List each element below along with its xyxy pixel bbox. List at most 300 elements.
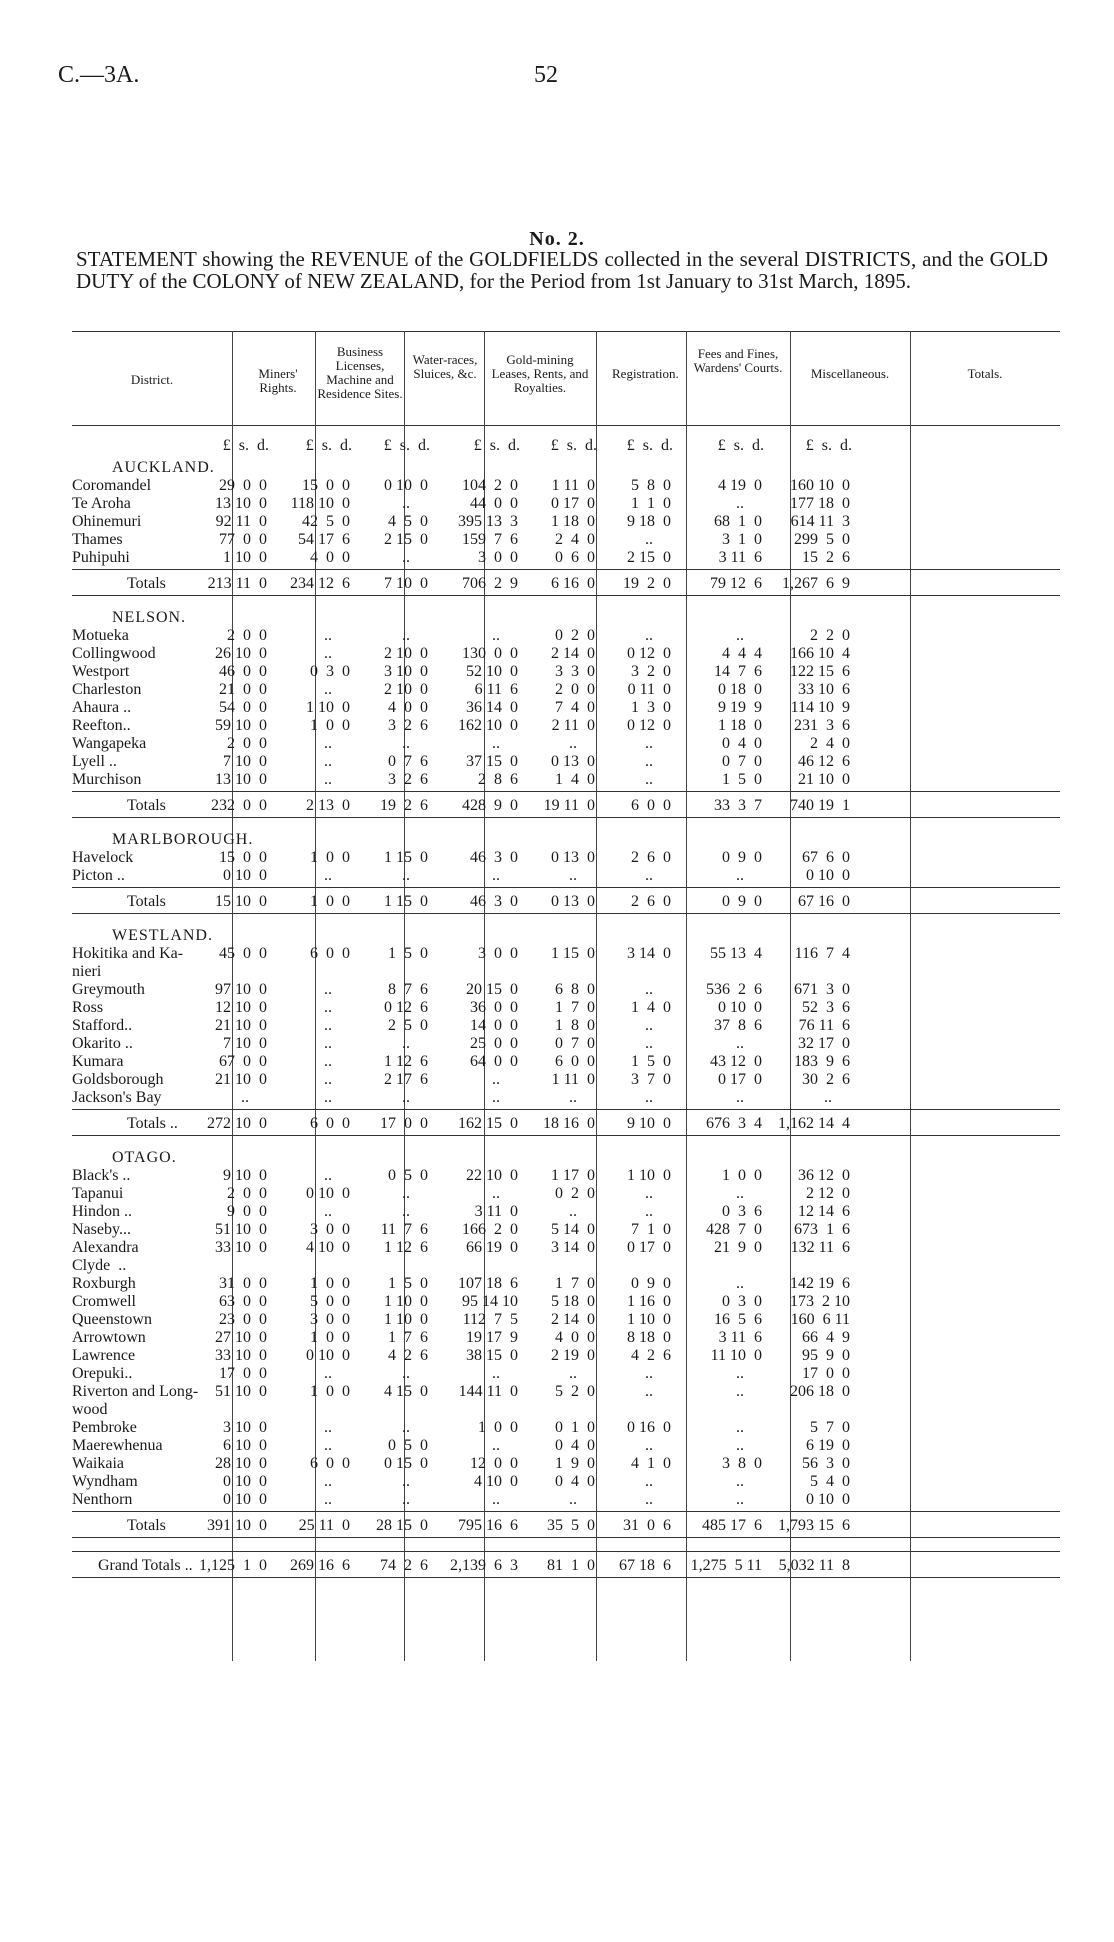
cell-value: 4 19 0 <box>718 477 762 494</box>
table-row <box>72 531 1060 549</box>
cell-value: .. <box>324 753 332 770</box>
cell-value: 51 10 0 <box>215 1221 267 1238</box>
cell-value: 20 15 0 <box>466 981 518 998</box>
cell-value: 17 0 0 <box>380 1115 428 1132</box>
district-name: Jackson's Bay <box>72 1089 162 1106</box>
table-row <box>72 1455 1060 1473</box>
cell-value: 3 0 0 <box>310 1221 350 1238</box>
cell-value: 1 5 0 <box>388 945 428 962</box>
cell-value: 0 10 0 <box>306 1347 350 1364</box>
cell-value: 6 8 0 <box>555 981 595 998</box>
district-name: Kumara <box>72 1053 124 1070</box>
totals-rule <box>72 887 1060 888</box>
cell-value: 42 5 0 <box>302 513 350 530</box>
totals-rule <box>72 1551 1060 1552</box>
cell-value: 15 0 0 <box>302 477 350 494</box>
cell-value: 0 15 0 <box>384 1455 428 1472</box>
unit-label: £ s. d. <box>473 437 520 454</box>
cell-value: 79 12 6 <box>710 575 762 592</box>
cell-value: .. <box>492 1491 500 1508</box>
table-row <box>72 963 1060 981</box>
totals-rule <box>72 1511 1060 1512</box>
cell-value: 46 12 6 <box>798 753 850 770</box>
cell-value: 1,162 14 4 <box>778 1115 850 1132</box>
table-row <box>72 1473 1060 1491</box>
cell-value: 1 0 0 <box>310 1329 350 1346</box>
cell-value: 22 10 0 <box>466 1167 518 1184</box>
cell-value: 3 11 6 <box>718 549 762 566</box>
cell-value: 0 9 0 <box>722 849 762 866</box>
cell-value: .. <box>324 981 332 998</box>
cell-value: 391 10 0 <box>207 1517 267 1534</box>
district-name: Black's .. <box>72 1167 131 1184</box>
cell-value: 67 18 6 <box>619 1557 671 1574</box>
cell-value: 66 19 0 <box>466 1239 518 1256</box>
district-name: Stafford.. <box>72 1017 133 1034</box>
cell-value: 14 0 0 <box>470 1017 518 1034</box>
cell-value: 6 11 6 <box>474 681 518 698</box>
cell-value: 162 15 0 <box>458 1115 518 1132</box>
table-row <box>72 1239 1060 1257</box>
cell-value: 1,275 5 11 <box>690 1557 762 1574</box>
cell-value: .. <box>736 1185 744 1202</box>
cell-value: 21 10 0 <box>215 1017 267 1034</box>
cell-value: 21 10 0 <box>798 771 850 788</box>
table-row <box>72 1257 1060 1275</box>
cell-value: .. <box>324 627 332 644</box>
cell-value: 122 15 6 <box>790 663 850 680</box>
cell-value: .. <box>736 867 744 884</box>
cell-value: 12 0 0 <box>470 1455 518 1472</box>
cell-value: 18 16 0 <box>543 1115 595 1132</box>
cell-value: 2 2 0 <box>810 627 850 644</box>
cell-value: 7 10 0 <box>223 753 267 770</box>
district-name: Te Aroha <box>72 495 131 512</box>
cell-value: .. <box>736 1365 744 1382</box>
cell-value: 9 10 0 <box>223 1167 267 1184</box>
totals-rule <box>72 913 1060 914</box>
district-name: Nenthorn <box>72 1491 133 1508</box>
cell-value: 0 2 0 <box>555 627 595 644</box>
cell-value: .. <box>492 1089 500 1106</box>
cell-value: 1 18 0 <box>551 513 595 530</box>
cell-value: .. <box>324 1437 332 1454</box>
table-row <box>72 1203 1060 1221</box>
cell-value: 23 0 0 <box>219 1311 267 1328</box>
totals-row <box>72 1557 1060 1575</box>
totals-rule <box>72 569 1060 570</box>
table-row <box>72 477 1060 495</box>
table-row <box>72 1347 1060 1365</box>
cell-value: 1 11 0 <box>551 1071 595 1088</box>
header-rule <box>72 425 1060 426</box>
cell-value: 1 15 0 <box>551 945 595 962</box>
cell-value: 6 16 0 <box>551 575 595 592</box>
cell-value: .. <box>402 1035 410 1052</box>
cell-value: .. <box>736 495 744 512</box>
cell-value: 0 5 0 <box>388 1167 428 1184</box>
cell-value: 2 14 0 <box>551 1311 595 1328</box>
cell-value: .. <box>324 1053 332 1070</box>
cell-value: 159 7 6 <box>462 531 518 548</box>
totals-rule <box>72 1577 1060 1578</box>
cell-value: 231 3 6 <box>794 717 850 734</box>
totals-row <box>72 893 1060 911</box>
cell-value: 7 10 0 <box>384 575 428 592</box>
cell-value: 0 3 0 <box>722 1293 762 1310</box>
cell-value: 299 5 0 <box>794 531 850 548</box>
cell-value: 21 10 0 <box>215 1071 267 1088</box>
cell-value: 4 15 0 <box>384 1383 428 1400</box>
cell-value: .. <box>324 1365 332 1382</box>
cell-value: 95 14 10 <box>462 1293 518 1310</box>
cell-value: 2 10 0 <box>384 645 428 662</box>
cell-value: 74 2 6 <box>380 1557 428 1574</box>
cell-value: 33 10 0 <box>215 1239 267 1256</box>
cell-value: 54 17 6 <box>298 531 350 548</box>
cell-value: 8 18 0 <box>627 1329 671 1346</box>
cell-value: 1 8 0 <box>555 1017 595 1034</box>
district-name: Riverton and Long- <box>72 1383 199 1400</box>
district-name: Grand Totals .. <box>98 1557 193 1574</box>
cell-value: .. <box>324 1035 332 1052</box>
cell-value: .. <box>402 1185 410 1202</box>
cell-value: 52 10 0 <box>466 663 518 680</box>
cell-value: 13 10 0 <box>215 495 267 512</box>
table-row <box>72 1167 1060 1185</box>
cell-value: 0 7 0 <box>555 1035 595 1052</box>
cell-value: 3 3 0 <box>555 663 595 680</box>
district-name: Wangapeka <box>72 735 147 752</box>
cell-value: .. <box>402 1473 410 1490</box>
district-name: Arrowtown <box>72 1329 146 1346</box>
totals-rule <box>72 595 1060 596</box>
cell-value: 0 10 0 <box>718 999 762 1016</box>
cell-value: .. <box>492 1365 500 1382</box>
cell-value: 183 9 6 <box>794 1053 850 1070</box>
cell-value: 67 16 0 <box>798 893 850 910</box>
cell-value: 0 2 0 <box>555 1185 595 1202</box>
cell-value: 3 0 0 <box>310 1311 350 1328</box>
table-row <box>72 1365 1060 1383</box>
table-row <box>72 1401 1060 1419</box>
cell-value: 55 13 4 <box>710 945 762 962</box>
totals-row <box>72 1517 1060 1535</box>
cell-value: 21 9 0 <box>714 1239 762 1256</box>
cell-value: 7 1 0 <box>631 1221 671 1238</box>
cell-value: 0 5 0 <box>388 1437 428 1454</box>
table-row <box>72 717 1060 735</box>
cell-value: 25 0 0 <box>470 1035 518 1052</box>
cell-value: .. <box>324 681 332 698</box>
district-name: Motueka <box>72 627 129 644</box>
cell-value: 3 14 0 <box>551 1239 595 1256</box>
table-row <box>72 735 1060 753</box>
totals-rule <box>72 1537 1060 1538</box>
cell-value: 142 19 6 <box>790 1275 850 1292</box>
cell-value: 15 10 0 <box>215 893 267 910</box>
cell-value: 3 10 0 <box>223 1419 267 1436</box>
cell-value: 6 19 0 <box>806 1437 850 1454</box>
cell-value: .. <box>402 1491 410 1508</box>
top-rule <box>72 331 1060 332</box>
cell-value: 1 4 0 <box>555 771 595 788</box>
cell-value: 3 0 0 <box>478 549 518 566</box>
totals-rule <box>72 817 1060 818</box>
cell-value: 0 10 0 <box>806 1491 850 1508</box>
district-name: Hokitika and Ka- <box>72 945 184 962</box>
cell-value: 67 0 0 <box>219 1053 267 1070</box>
cell-value: 9 10 0 <box>627 1115 671 1132</box>
cell-value: 28 10 0 <box>215 1455 267 1472</box>
col-header-district: District. <box>130 372 174 387</box>
cell-value: .. <box>324 1167 332 1184</box>
cell-value: 5,032 11 8 <box>778 1557 850 1574</box>
cell-value: 2 4 0 <box>810 735 850 752</box>
cell-value: 3 10 0 <box>384 663 428 680</box>
table-row <box>72 1089 1060 1107</box>
district-name: Havelock <box>72 849 134 866</box>
cell-value: 15 2 6 <box>802 549 850 566</box>
cell-value: .. <box>645 1473 653 1490</box>
district-name: Pembroke <box>72 1419 137 1436</box>
cell-value: 17 0 0 <box>802 1365 850 1382</box>
cell-value: 38 15 0 <box>466 1347 518 1364</box>
cell-value: 0 7 0 <box>722 753 762 770</box>
cell-value: 56 3 0 <box>802 1455 850 1472</box>
cell-value: 107 18 6 <box>458 1275 518 1292</box>
cell-value: 1,125 1 0 <box>199 1557 267 1574</box>
cell-value: .. <box>569 867 577 884</box>
cell-value: 26 10 0 <box>215 645 267 662</box>
cell-value: 2 19 0 <box>551 1347 595 1364</box>
cell-value: 104 2 0 <box>462 477 518 494</box>
table-row <box>72 1419 1060 1437</box>
cell-value: 112 7 5 <box>462 1311 518 1328</box>
cell-value: 31 0 0 <box>219 1275 267 1292</box>
unit-label: £ s. d. <box>550 437 597 454</box>
cell-value: 2 8 6 <box>478 771 518 788</box>
cell-value: 0 17 0 <box>551 495 595 512</box>
cell-value: 25 11 0 <box>298 1517 350 1534</box>
district-name: Collingwood <box>72 645 156 662</box>
revenue-table <box>72 331 1060 1661</box>
cell-value: .. <box>402 1203 410 1220</box>
cell-value: .. <box>492 735 500 752</box>
cell-value: .. <box>324 771 332 788</box>
totals-rule <box>72 1109 1060 1110</box>
cell-value: 1 7 0 <box>555 1275 595 1292</box>
cell-value: 132 11 6 <box>790 1239 850 1256</box>
cell-value: 81 1 0 <box>547 1557 595 1574</box>
cell-value: 16 5 6 <box>714 1311 762 1328</box>
cell-value: 1 10 0 <box>306 699 350 716</box>
table-row <box>72 1311 1060 1329</box>
district-name: nieri <box>72 963 102 980</box>
cell-value: 3 14 0 <box>627 945 671 962</box>
cell-value: 27 10 0 <box>215 1329 267 1346</box>
cell-value: 0 10 0 <box>223 1491 267 1508</box>
cell-value: 19 17 9 <box>466 1329 518 1346</box>
district-name: Ohinemuri <box>72 513 142 530</box>
cell-value: 36 12 0 <box>798 1167 850 1184</box>
cell-value: 0 10 0 <box>306 1185 350 1202</box>
cell-value: 12 10 0 <box>215 999 267 1016</box>
district-name: Queenstown <box>72 1311 152 1328</box>
cell-value: 1 5 0 <box>722 771 762 788</box>
cell-value: .. <box>736 1089 744 1106</box>
district-name: Totals <box>127 797 166 814</box>
table-row <box>72 945 1060 963</box>
cell-value: 795 16 6 <box>458 1517 518 1534</box>
cell-value: 1 0 0 <box>722 1167 762 1184</box>
cell-value: 3 8 0 <box>722 1455 762 1472</box>
table-row <box>72 1383 1060 1401</box>
col-header-registration: Registration. <box>612 366 679 381</box>
cell-value: .. <box>645 867 653 884</box>
cell-value: 8 7 6 <box>388 981 428 998</box>
district-name: Waikaia <box>72 1455 125 1472</box>
cell-value: 395 13 3 <box>458 513 518 530</box>
cell-value: 2 11 0 <box>551 717 595 734</box>
table-row <box>72 999 1060 1017</box>
cell-value: 45 0 0 <box>219 945 267 962</box>
district-name: Lyell .. <box>72 753 117 770</box>
cell-value: 29 0 0 <box>219 477 267 494</box>
cell-value: 0 16 0 <box>627 1419 671 1436</box>
cell-value: 4 2 6 <box>631 1347 671 1364</box>
cell-value: .. <box>241 1089 249 1106</box>
cell-value: 52 3 6 <box>802 999 850 1016</box>
cell-value: .. <box>492 867 500 884</box>
cell-value: .. <box>402 1089 410 1106</box>
cell-value: 0 17 0 <box>718 1071 762 1088</box>
cell-value: .. <box>569 1491 577 1508</box>
cell-value: 7 10 0 <box>223 1035 267 1052</box>
cell-value: 4 0 0 <box>388 699 428 716</box>
cell-value: 92 11 0 <box>215 513 267 530</box>
district-name: Totals <box>127 893 166 910</box>
table-row <box>72 1437 1060 1455</box>
cell-value: 1 9 0 <box>555 1455 595 1472</box>
cell-value: 5 14 0 <box>551 1221 595 1238</box>
cell-value: 0 17 0 <box>627 1239 671 1256</box>
cell-value: 1 15 0 <box>384 849 428 866</box>
cell-value: 0 12 0 <box>627 645 671 662</box>
cell-value: .. <box>645 1203 653 1220</box>
cell-value: 35 5 0 <box>547 1517 595 1534</box>
cell-value: 1 7 6 <box>388 1329 428 1346</box>
cell-value: 66 4 9 <box>802 1329 850 1346</box>
cell-value: 0 12 0 <box>627 717 671 734</box>
district-name: wood <box>72 1401 108 1418</box>
cell-value: 3 1 0 <box>722 531 762 548</box>
cell-value: .. <box>324 999 332 1016</box>
cell-value: 4 10 0 <box>474 1473 518 1490</box>
cell-value: 1 3 0 <box>631 699 671 716</box>
cell-value: .. <box>645 1089 653 1106</box>
unit-label: £ s. d. <box>383 437 430 454</box>
table-row <box>72 1275 1060 1293</box>
cell-value: .. <box>645 1437 653 1454</box>
cell-value: .. <box>324 1419 332 1436</box>
district-name: Totals <box>127 1517 166 1534</box>
cell-value: 5 18 0 <box>551 1293 595 1310</box>
cell-value: 5 7 0 <box>810 1419 850 1436</box>
cell-value: .. <box>324 1017 332 1034</box>
cell-value: 19 2 0 <box>623 575 671 592</box>
cell-value: 5 0 0 <box>310 1293 350 1310</box>
cell-value: 46 0 0 <box>219 663 267 680</box>
cell-value: 4 0 0 <box>310 549 350 566</box>
cell-value: 14 7 6 <box>714 663 762 680</box>
cell-value: 37 15 0 <box>466 753 518 770</box>
cell-value: 19 2 6 <box>380 797 428 814</box>
cell-value: .. <box>402 495 410 512</box>
cell-value: 1 17 0 <box>551 1167 595 1184</box>
table-row <box>72 1293 1060 1311</box>
cell-value: 11 10 0 <box>710 1347 762 1364</box>
district-name: Cromwell <box>72 1293 136 1310</box>
unit-label: £ s. d. <box>805 437 852 454</box>
cell-value: .. <box>492 1071 500 1088</box>
cell-value: 67 6 0 <box>802 849 850 866</box>
cell-value: 0 13 0 <box>551 753 595 770</box>
cell-value: 2 0 0 <box>227 1185 267 1202</box>
cell-value: 37 8 6 <box>714 1017 762 1034</box>
cell-value: 46 3 0 <box>470 893 518 910</box>
cell-value: 1 0 0 <box>478 1419 518 1436</box>
cell-value: 234 12 6 <box>290 575 350 592</box>
district-name: Thames <box>72 531 123 548</box>
cell-value: .. <box>645 735 653 752</box>
cell-value: .. <box>324 1473 332 1490</box>
cell-value: 97 10 0 <box>215 981 267 998</box>
cell-value: 1 18 0 <box>718 717 762 734</box>
cell-value: .. <box>645 627 653 644</box>
table-row <box>72 867 1060 885</box>
cell-value: 33 10 0 <box>215 1347 267 1364</box>
district-name: Tapanui <box>72 1185 124 1202</box>
cell-value: 1 10 0 <box>223 549 267 566</box>
cell-value: 144 11 0 <box>458 1383 518 1400</box>
cell-value: 0 12 6 <box>384 999 428 1016</box>
cell-value: .. <box>645 1383 653 1400</box>
col-header-gold-mining-leases: Gold-mining Leases, Rents, and Royalties. <box>491 352 589 395</box>
cell-value: 4 5 0 <box>388 513 428 530</box>
cell-value: 0 9 0 <box>631 1275 671 1292</box>
cell-value: 59 10 0 <box>215 717 267 734</box>
district-name: Goldsborough <box>72 1071 164 1088</box>
cell-value: 166 10 4 <box>790 645 850 662</box>
cell-value: .. <box>402 549 410 566</box>
cell-value: 0 13 0 <box>551 849 595 866</box>
cell-value: 32 17 0 <box>798 1035 850 1052</box>
col-header-water-races: Water-races, Sluices, &c. <box>412 352 478 381</box>
cell-value: .. <box>645 753 653 770</box>
cell-value: .. <box>402 627 410 644</box>
totals-rule <box>72 1135 1060 1136</box>
cell-value: 0 18 0 <box>718 681 762 698</box>
cell-value: 206 18 0 <box>790 1383 850 1400</box>
table-row <box>72 771 1060 789</box>
cell-value: 6 0 0 <box>555 1053 595 1070</box>
cell-value: 6 0 0 <box>310 1115 350 1132</box>
cell-value: 272 10 0 <box>207 1115 267 1132</box>
district-name: OTAGO. <box>112 1149 177 1166</box>
cell-value: .. <box>645 1185 653 1202</box>
table-row <box>72 1221 1060 1239</box>
